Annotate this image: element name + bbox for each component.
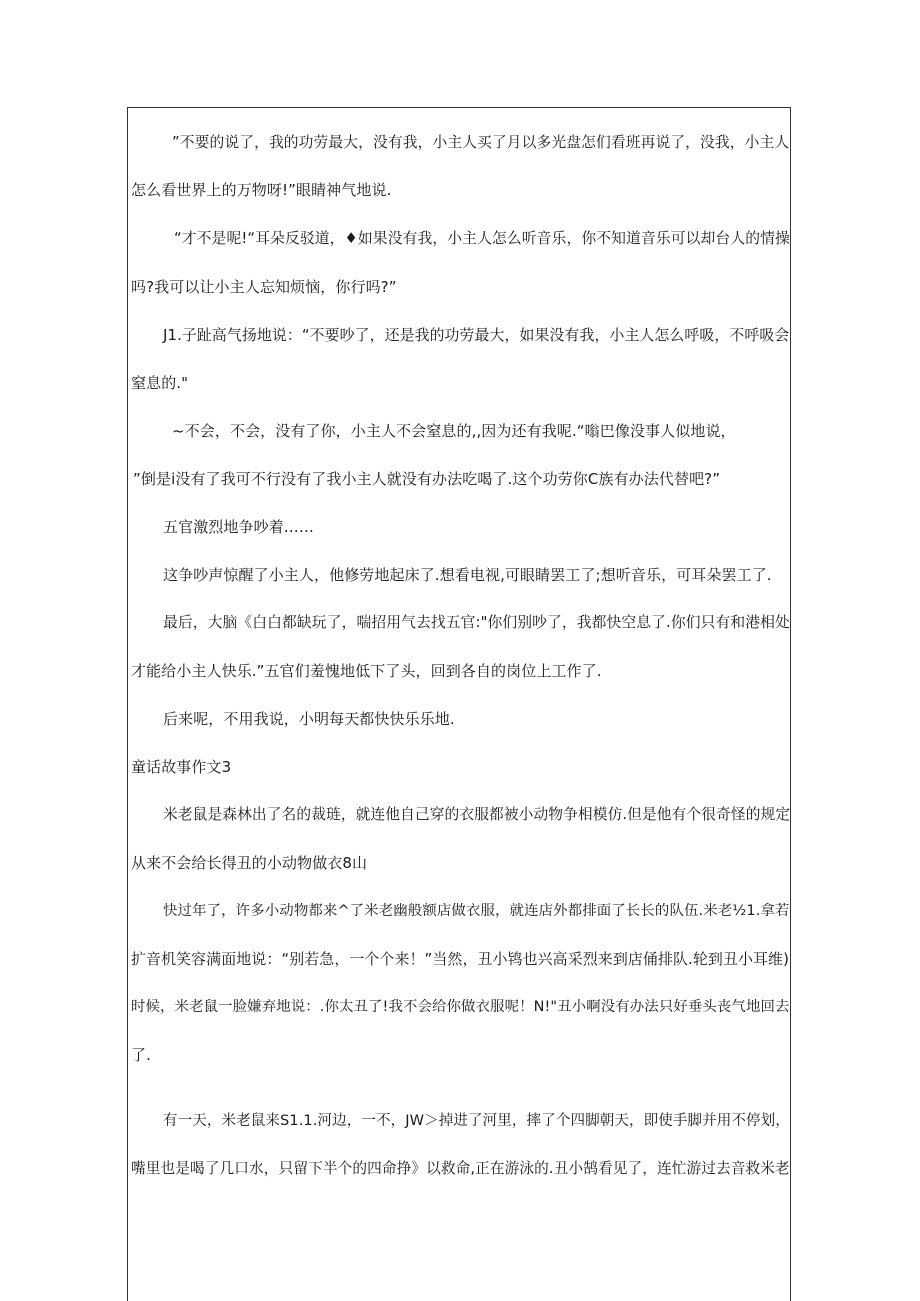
text-line: 米老鼠是森林出了名的裁琏，就连他自己穿的衣服都被小动物争相模仿.但是他有个很奇怪的规定 [163, 806, 791, 823]
text-line: ”不要的说了，我的功劳最大，没有我，小主人买了月以多光盘怎们看班再说了，没我，小主人 [172, 134, 790, 151]
text-line: 时候，米老鼠一脸嫌弃地说：.你太丑了!我不会给你做衣服呢！N!"丑小啊没有办法只好垂头丧气地回去 [131, 999, 790, 1015]
text-line: 从来不会给长得丑的小动物做衣8山 [131, 854, 368, 872]
text-line: 五官激烈地争吵着…… [163, 518, 315, 536]
text-line: 嘴里也是喝了几口水，只留下半个的四命挣》以救命,正在游泳的.丑小鹄看见了，连忙游过去音救米老 [131, 1160, 790, 1177]
text-line: “才不是呢!“耳朵反驳道，♦如果没有我，小主人怎么听音乐，你不知道音乐可以却台人的情操 [174, 230, 790, 247]
text-line: 才能给小主人快乐.”五官们羞愧地低下了头，回到各自的岗位上工作了. [131, 662, 602, 680]
text-line: 扩音机笑容满面地说：“别若急，一个个来！”当然，丑小鸨也兴高采烈来到店俑排队.轮到丑小耳维) [131, 950, 790, 968]
text-line: 窒息的." [131, 374, 189, 392]
text-line: ~不会，不会，没有了你，小主人不会窒息的,,因为还有我呢.“嗡巴像没事人似地说， [172, 422, 736, 440]
section-heading: 童话故事作文3 [131, 758, 232, 776]
text-line: 有一天，米老鼠来S1.1.河边，一不，JW＞掉进了河里，摔了个四脚朝天，即使手脚并用不停划， [163, 1113, 790, 1129]
text-line: 快过年了，许多小动物都来^了米老幽般额店做衣服，就连店外都排面了长长的队伍.米老½1.拿若 [163, 903, 790, 919]
text-line: 这争吵声惊醒了小主人，他修劳地起床了.想看电视,可眼睛罢工了;想听音乐，可耳朵罢工了. [163, 566, 772, 584]
text-line: ”倒是i没有了我可不行没有了我小主人就没有办法吃喝了.这个功劳你C族有办法代替吧?” [133, 470, 721, 488]
text-line: 吗?我可以让小主人忘知烦恼，你行吗?” [131, 278, 397, 296]
text-line: 最后，大脑《白白都缺玩了，喘招用气去找五官:"你们别吵了，我都快空息了.你们只有和港相处 [163, 614, 790, 631]
text-line: 了. [131, 1046, 151, 1064]
text-line: 怎么看世界上的万物呀!”眼睛神气地说. [131, 181, 392, 199]
text-line: 后来呢，不用我说，小明每天都快快乐乐地. [163, 710, 455, 728]
text-line: J1.子趾高气扬地说：“不要吵了，还是我的功劳最大，如果没有我，小主人怎么呼吸，不呼吸会 [163, 326, 790, 344]
